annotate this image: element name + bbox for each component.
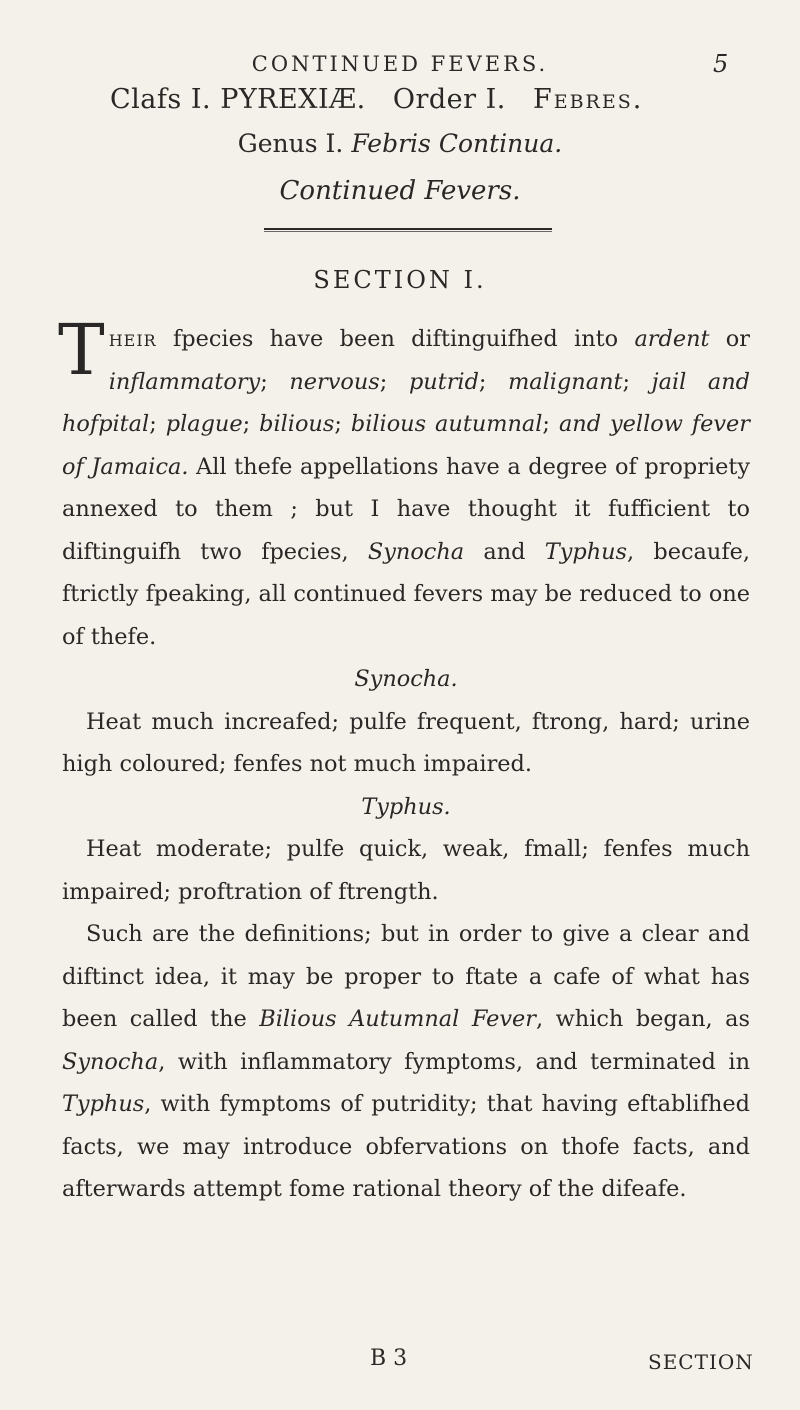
- section-heading: SECTION I.: [313, 266, 487, 294]
- page-number: 5: [713, 50, 729, 78]
- lead-word: heir: [108, 326, 157, 352]
- classification-line: [110, 84, 750, 115]
- order-name: Febres.: [532, 84, 644, 115]
- intro-paragraph: Their fpecies have been diftinguifhed into ardent or inflammatory; nervous; putrid; malignant; jail and hofpital; plague; bilious; bilious autumnal; and yellow fever of Jamaica. All thefe appellations have a degree of propriety annexed to them ; but I have thought it fufficient to diftinguifh two fpecies, Synocha and Typhus, becaufe, ftrictly fpeaking, all continued fevers may be reduced to one of thefe.: [58, 309, 750, 650]
- class-name: PYREXIÆ.: [220, 84, 366, 115]
- closing-paragraph: Such are the definitions; but in order to give a clear and diftinct idea, it may be proper to ftate a cafe of what has been called the Bilious Autumnal Fever, which began, as Synocha, with inflammatory fymptoms, and terminated in Typhus, with fymptoms of putridity; that having eftablifhed facts, we may introduce obfervations on thofe facts, and afterwards attempt fome rational theory of the difeafe.: [62, 921, 751, 1202]
- catchword: SECTION: [648, 1350, 754, 1374]
- drop-cap: T: [58, 309, 105, 391]
- ornamental-rule: [264, 228, 552, 230]
- typhus-definition: Heat moderate; pulfe quick, weak, fmall; fenfes much impaired; proftration of ftrength.: [62, 836, 750, 905]
- genus-label: Genus: [237, 129, 318, 158]
- chapter-title: Continued Fevers.: [279, 176, 521, 206]
- class-number: I.: [190, 84, 212, 115]
- signature-mark: B 3: [370, 1346, 408, 1371]
- order-label: Order: [392, 84, 477, 115]
- body-text: [58, 309, 751, 1211]
- typhus-heading: Typhus.: [361, 793, 451, 820]
- synocha-definition: Heat much increafed; pulfe frequent, ftrong, hard; urine high coloured; fenfes not much impaired.: [62, 708, 750, 777]
- class-label: Clafs: [110, 84, 182, 115]
- genus-name: Febris Continua.: [351, 129, 563, 158]
- running-head: CONTINUED FEVERS.: [251, 52, 549, 76]
- genus-line: [0, 129, 800, 158]
- order-number: I.: [485, 84, 506, 115]
- genus-number: I.: [325, 129, 344, 158]
- synocha-heading: Synocha.: [354, 666, 458, 692]
